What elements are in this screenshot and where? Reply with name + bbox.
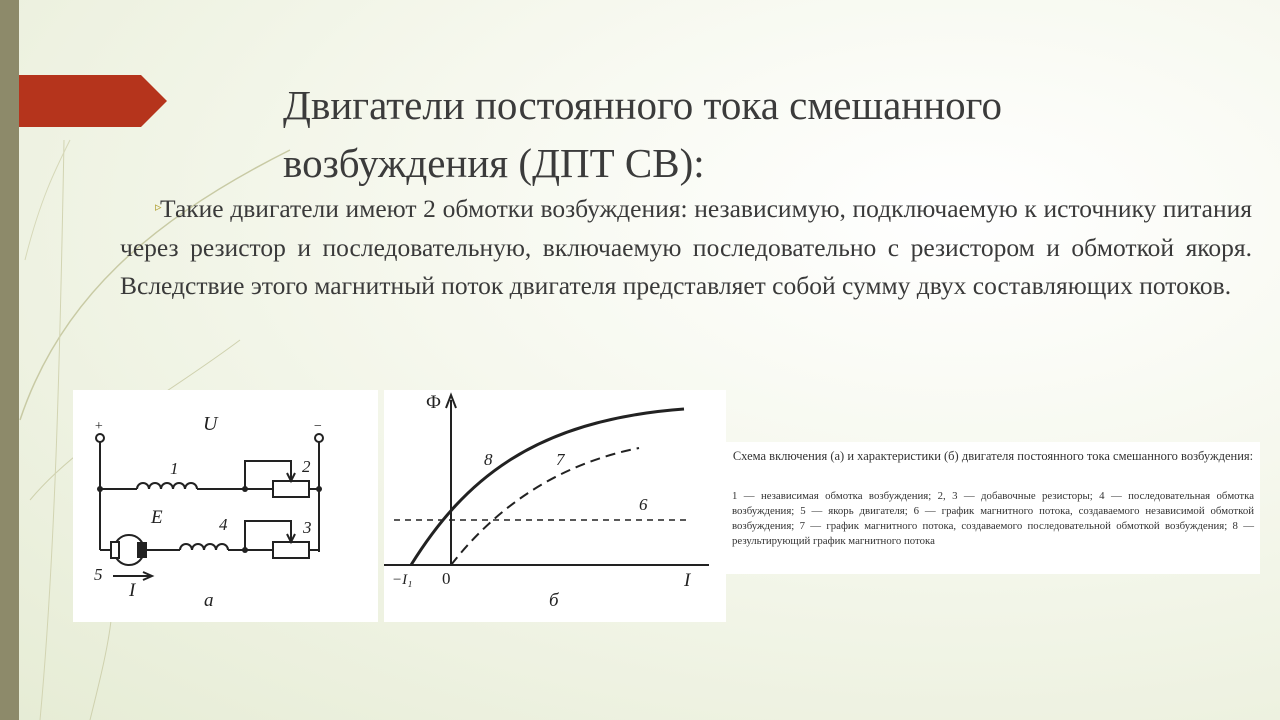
emf-label: E — [151, 507, 163, 528]
figure-caption-title: Схема включения (а) и характеристики (б) двигателя постоянного тока смешанного возбуждения: — [732, 449, 1254, 463]
voltage-label: U — [203, 413, 218, 435]
curve-7-label: 7 — [556, 450, 565, 469]
origin-label: 0 — [442, 569, 451, 588]
curve-6-label: 6 — [639, 495, 648, 514]
resistor-2-label: 2 — [302, 457, 311, 476]
figure-caption-box — [726, 442, 1260, 574]
coil-1-label: 1 — [170, 459, 179, 478]
circuit-caption: а — [204, 590, 214, 611]
y-axis-label: Ф — [426, 392, 442, 413]
circuit-diagram — [73, 390, 378, 622]
graph-caption: б — [549, 590, 559, 611]
flux-graph-panel — [384, 390, 726, 622]
resistor-3-label: 3 — [303, 518, 312, 537]
plus-terminal-label: + — [94, 419, 104, 434]
coil-4-label: 4 — [219, 515, 228, 534]
curve-7-line — [451, 448, 639, 565]
x-axis-label: I — [684, 570, 691, 591]
body-paragraph: Такие двигатели имеют 2 обмотки возбуждения: независимую, подключаемую к источнику питания через резистор и последовательную, включаемую последовательно с резистором и обмоткой якоря. Вследствие этого магнитный поток двигателя представляет собой сумму двух составляющих потоков. — [120, 194, 1252, 300]
current-label: I — [129, 580, 136, 601]
minus-terminal-label: − — [313, 419, 323, 434]
flag-bullet-icon: ▹ — [155, 199, 162, 214]
curve-8-label: 8 — [484, 450, 493, 469]
negative-current-label: −I₁ — [392, 572, 413, 588]
circuit-diagram-panel — [73, 390, 378, 622]
armature-5-label: 5 — [94, 565, 103, 584]
title-arrow-icon — [19, 75, 167, 127]
figure-caption-legend: 1 — независимая обмотка возбуждения; 2, 3 — добавочные резисторы; 4 — последовательная обмотка возбуждения; 5 — якорь двигателя; 6 — график магнитного потока, создаваемого независимой обмоткой возбуждения; 7 — график магнитного потока, создаваемого последовательной обмоткой возбуждения; 8 — результирующий график магнитного потока — [732, 490, 1254, 547]
flux-graph — [384, 390, 726, 622]
slide-title: Двигатели постоянного тока смешанного возбуждения (ДПТ СВ): — [283, 82, 1002, 186]
